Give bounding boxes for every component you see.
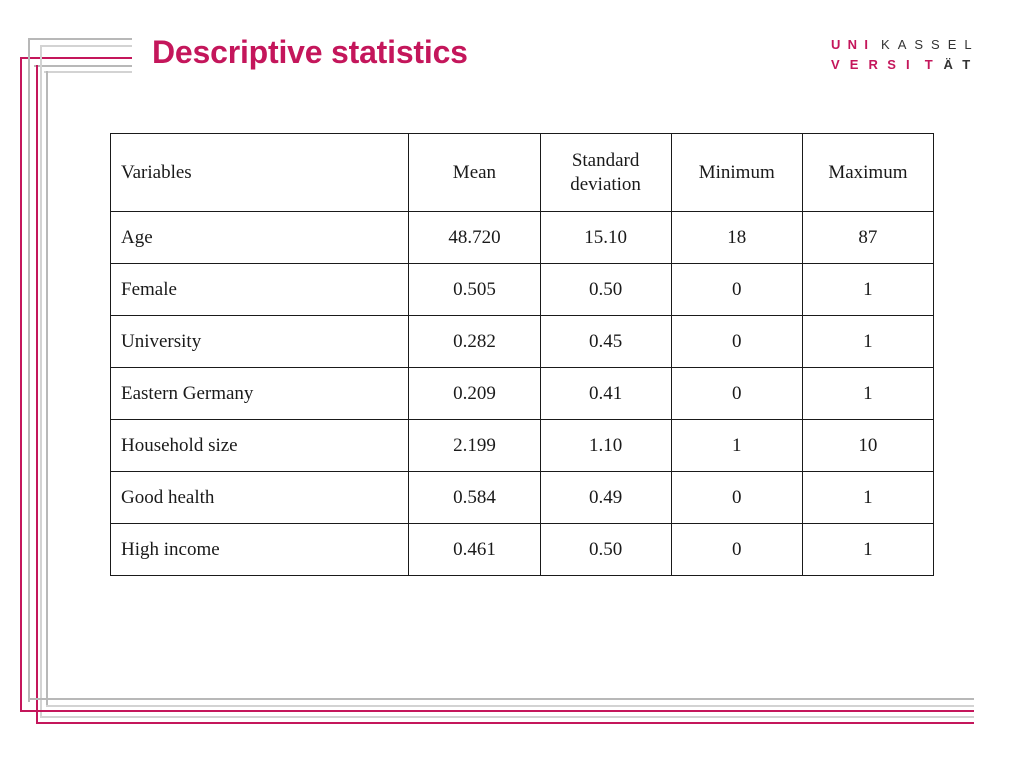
- logo-line-1: U N I K A S S E L: [831, 37, 972, 52]
- table-row: [111, 420, 934, 472]
- variable-cell: Age: [111, 212, 409, 264]
- mean-cell: 0.584: [409, 472, 540, 524]
- sd-cell: 0.41: [540, 368, 671, 420]
- table-header-row: [111, 134, 934, 212]
- mean-cell: 2.199: [409, 420, 540, 472]
- mean-cell: 0.505: [409, 264, 540, 316]
- table-row: [111, 524, 934, 576]
- sd-cell: 0.49: [540, 472, 671, 524]
- max-cell: 1: [802, 368, 933, 420]
- mean-cell: 48.720: [409, 212, 540, 264]
- max-cell: 1: [802, 316, 933, 368]
- sd-cell: 1.10: [540, 420, 671, 472]
- table-row: [111, 368, 934, 420]
- logo-line-2: V E R S I T Ä T: [831, 57, 971, 72]
- variable-cell: Female: [111, 264, 409, 316]
- sd-cell: 0.50: [540, 524, 671, 576]
- mean-cell: 0.209: [409, 368, 540, 420]
- descriptive-statistics-table: [110, 133, 934, 576]
- min-cell: 0: [671, 472, 802, 524]
- max-cell: 1: [802, 524, 933, 576]
- variable-cell: High income: [111, 524, 409, 576]
- max-cell: 1: [802, 472, 933, 524]
- slide-title: Descriptive statistics: [152, 34, 468, 70]
- mean-cell: 0.461: [409, 524, 540, 576]
- table-row: [111, 472, 934, 524]
- max-cell: 87: [802, 212, 933, 264]
- header-mean: Mean: [409, 134, 540, 212]
- header-standard-deviation: Standard deviation: [540, 134, 671, 212]
- variable-cell: Eastern Germany: [111, 368, 409, 420]
- header-variables: Variables: [111, 134, 409, 212]
- table-row: [111, 316, 934, 368]
- min-cell: 0: [671, 316, 802, 368]
- sd-cell: 0.45: [540, 316, 671, 368]
- variable-cell: Household size: [111, 420, 409, 472]
- min-cell: 0: [671, 368, 802, 420]
- header-maximum: Maximum: [802, 134, 933, 212]
- table-row: [111, 212, 934, 264]
- min-cell: 0: [671, 524, 802, 576]
- min-cell: 0: [671, 264, 802, 316]
- mean-cell: 0.282: [409, 316, 540, 368]
- sd-cell: 0.50: [540, 264, 671, 316]
- variable-cell: University: [111, 316, 409, 368]
- min-cell: 1: [671, 420, 802, 472]
- university-logo: [831, 35, 981, 75]
- table-row: [111, 264, 934, 316]
- max-cell: 1: [802, 264, 933, 316]
- variable-cell: Good health: [111, 472, 409, 524]
- sd-cell: 15.10: [540, 212, 671, 264]
- max-cell: 10: [802, 420, 933, 472]
- min-cell: 18: [671, 212, 802, 264]
- header-minimum: Minimum: [671, 134, 802, 212]
